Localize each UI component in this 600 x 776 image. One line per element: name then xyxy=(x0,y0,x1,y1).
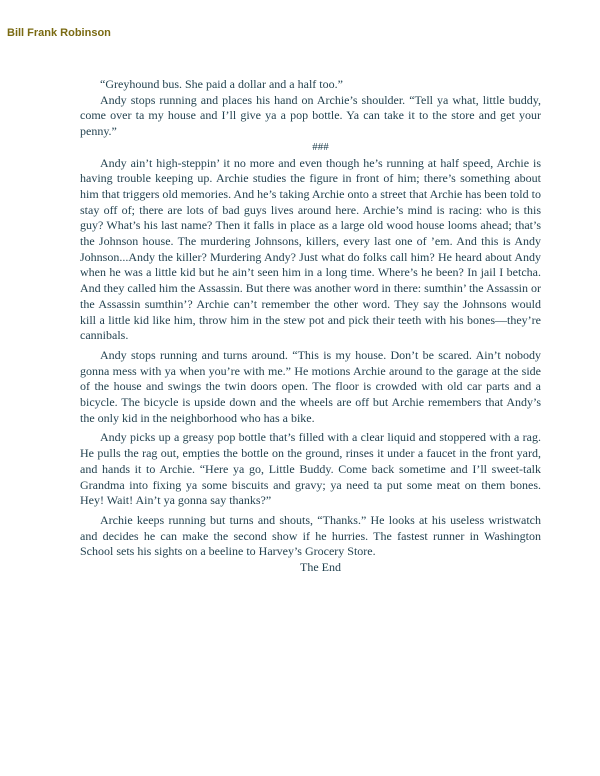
paragraph: Andy ain’t high-steppin’ it no more and even though he’s running at half speed, Archie is having trouble keeping up. Archie studies the figure in front of him; there’s something about him that triggers old memories. And he’s taking Archie onto a street that Archie has been told to stay off of; there are lots of bad guys lives around here. Archie’s mind is racing: who is this guy? What’s his last name? Then it falls in place as a large old wood house looms ahead; that’s the Johnson house. The murdering Johnsons, killers, every last one of ’em. And this is Andy Johnson...Andy the killer? Murdering Andy? Just what do folks call him? He heard about Andy when he was a little kid but he ain’t seen him in a long time. Where’s he been? In jail I betcha. And they called him the Assassin. But there was another word in there: sumthin’ the Assassin or the Assassin sumthin’? Archie can’t remember the other word. They say the Johnsons would kill a little kid like him, throw him in the stew pot and pick their teeth with his bones—they’re cannibals. xyxy=(80,155,541,343)
paragraph: Archie keeps running but turns and shouts, “Thanks.” He looks at his useless wristwatch and decides he can make the second show if he hurries. The fastest runner in Washington School sets his sights on a beeline to Harvey’s Grocery Store. xyxy=(80,512,541,559)
paragraph: “Greyhound bus. She paid a dollar and a half too.” xyxy=(100,77,343,91)
author-header: Bill Frank Robinson xyxy=(7,27,111,39)
the-end-label: The End xyxy=(300,560,341,575)
paragraph: Andy stops running and turns around. “This is my house. Don’t be scared. Ain’t nobody gonna mess with ya when you’re with me.” He motions Archie around to the garage at the side of the house and swings the twin doors open. The floor is crowded with old car parts and a bicycle. The bicycle is upside down and the wheels are off but Archie remembers that Andy’s the only kid in the neighborhood who has a bike. xyxy=(80,347,541,425)
paragraph: Andy stops running and places his hand on Archie’s shoulder. “Tell ya what, little buddy, come over ta my house and I’ll give ya a pop bottle. Ya can take it to the store and get your penny.” xyxy=(80,92,541,139)
paragraph: Andy picks up a greasy pop bottle that’s filled with a clear liquid and stoppered with a rag. He pulls the rag out, empties the bottle on the ground, rinses it under a faucet in the front yard, and hands it to Archie. “Here ya go, Little Buddy. Come back sometime and I’ll sweet-talk Grandma into fixing ya some biscuits and gravy; ya need ta put some meat on them bones. Hey! Wait! Ain’t ya gonna say thanks?” xyxy=(80,430,541,508)
section-separator: ### xyxy=(312,140,329,153)
story-body xyxy=(80,77,541,576)
